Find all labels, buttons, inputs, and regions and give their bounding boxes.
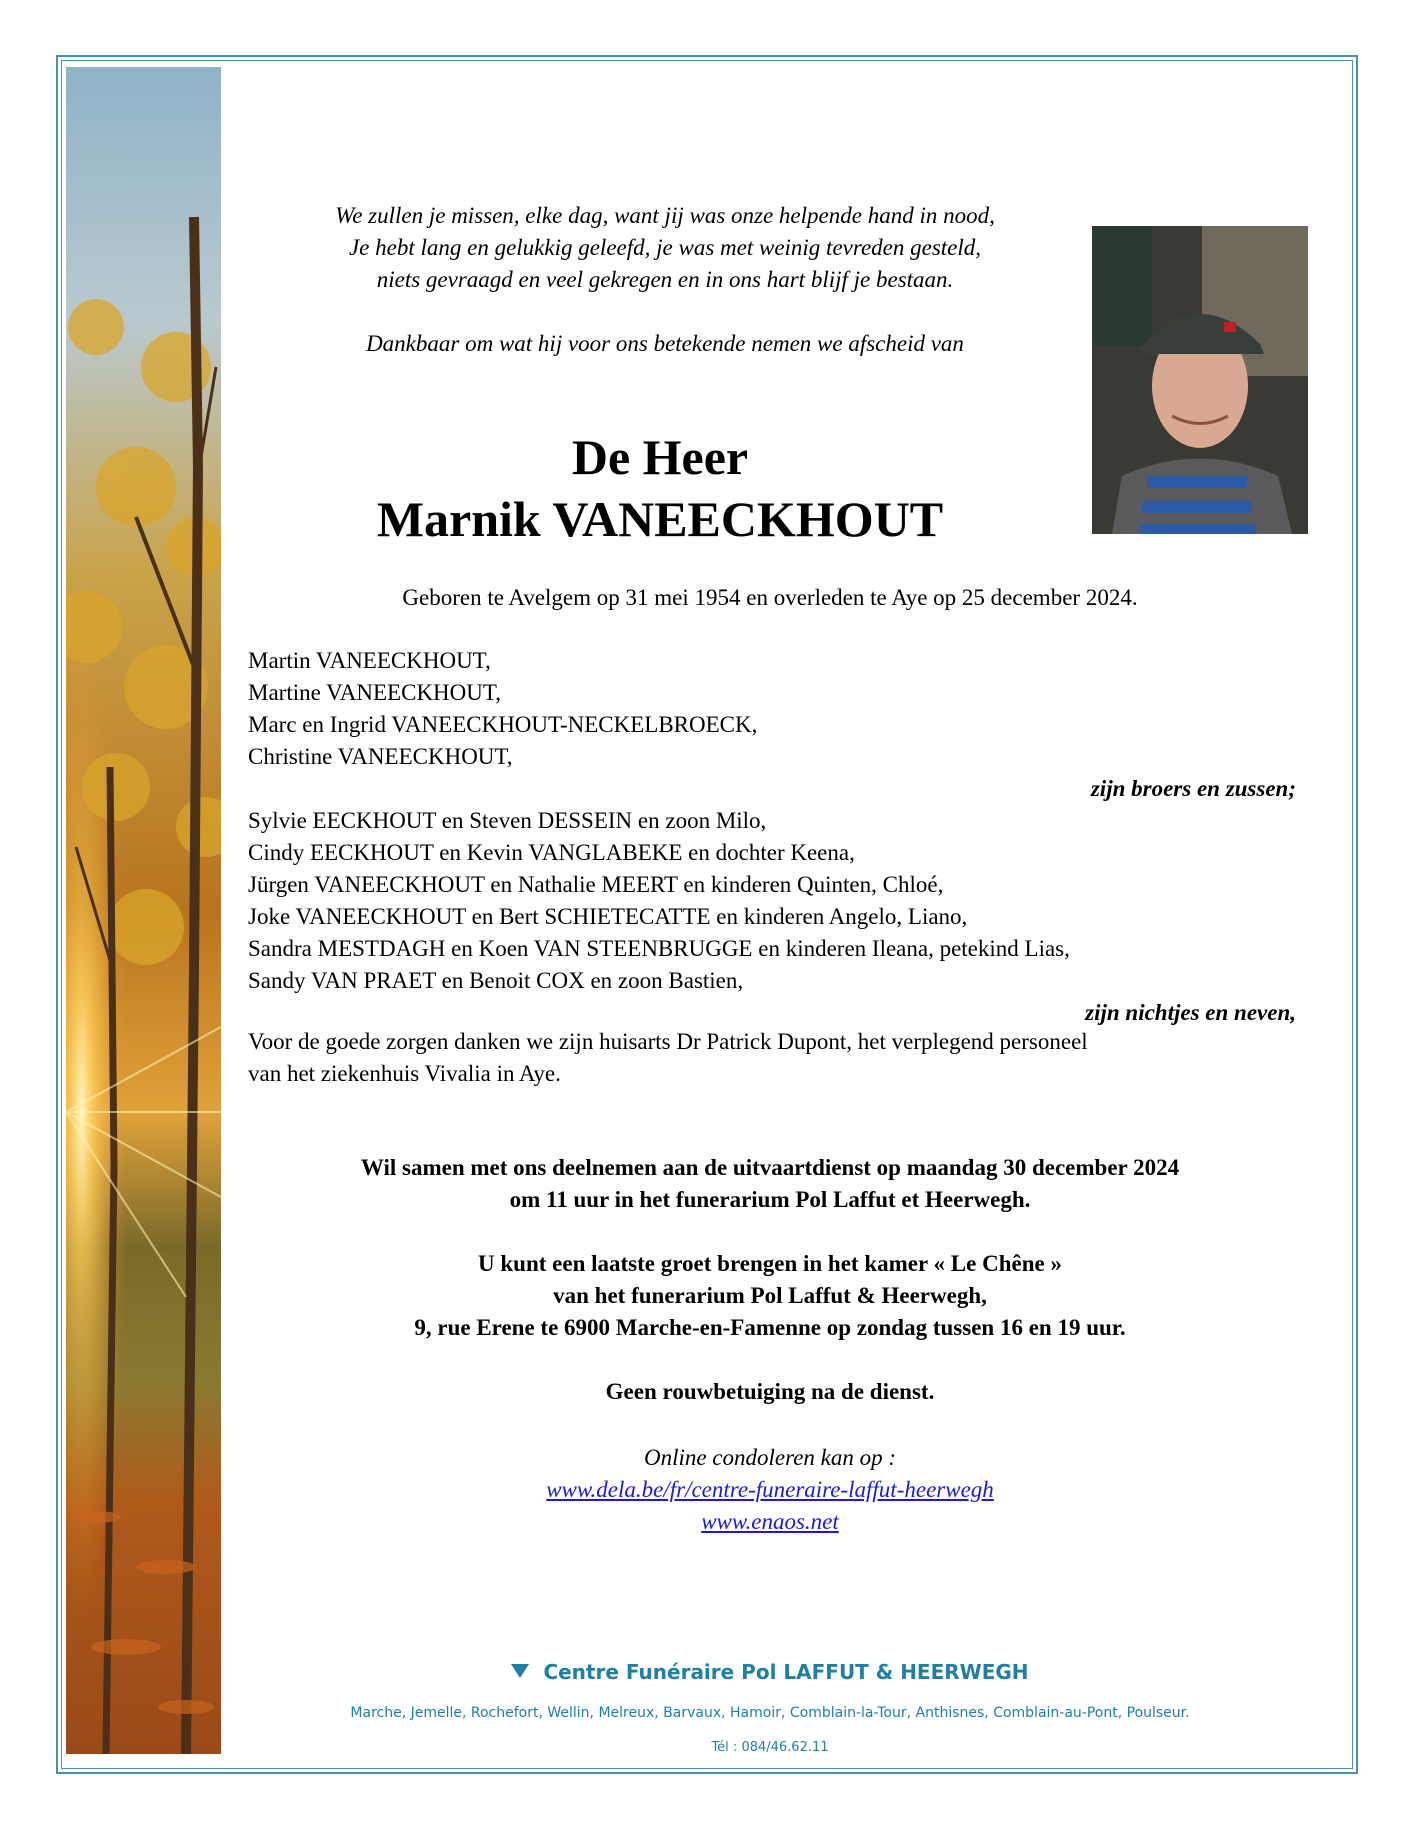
list-item: Martin VANEECKHOUT, (248, 648, 491, 673)
autumn-forest-image (66, 67, 221, 1754)
thanks-line: van het ziekenhuis Vivalia in Aye. (248, 1061, 561, 1086)
visit-info (240, 1248, 1300, 1344)
thanks-paragraph (248, 1026, 1298, 1090)
poem-line: niets gevraagd en veel gekregen en in ons hart blijf je bestaan. (376, 267, 954, 292)
intro-text: Dankbaar om wat hij voor ons betekende nemen we afscheid van (366, 331, 964, 356)
deceased-title (290, 426, 1030, 550)
condolences-lead: Online condoleren kan op : (643, 1445, 897, 1470)
poem-line: We zullen je missen, elke dag, want jij was onze helpende hand in nood, (335, 203, 995, 228)
no-condolence-note: Geen rouwbetuiging na de dienst. (605, 1379, 935, 1404)
visit-line: van het funerarium Pol Laffut & Heerwegh, (553, 1283, 987, 1308)
enaos-link[interactable]: www.enaos.net (701, 1509, 839, 1534)
triangle-down-icon (511, 1664, 529, 1678)
funeral-home-phone: Tél : 084/46.62.11 (711, 1740, 829, 1755)
list-item: Joke VANEECKHOUT en Bert SCHIETECATTE en kinderen Angelo, Liano, (248, 904, 968, 929)
list-item: Sandy VAN PRAET en Benoit COX en zoon Bastien, (248, 968, 744, 993)
list-item: Christine VANEECKHOUT, (248, 744, 513, 769)
siblings-relation: zijn broers en zussen; (1090, 776, 1296, 801)
online-condolences (240, 1442, 1300, 1538)
nieces-list (248, 805, 1070, 997)
list-item: Cindy EECKHOUT en Kevin VANGLABEKE en dochter Keena, (248, 840, 855, 865)
portrait-photo (1092, 226, 1308, 534)
dela-link[interactable]: www.dela.be/fr/centre-funeraire-laffut-heerwegh (546, 1477, 994, 1502)
list-item: Martine VANEECKHOUT, (248, 680, 501, 705)
list-item: Marc en Ingrid VANEECKHOUT-NECKELBROECK, (248, 712, 758, 737)
funeral-home-label: Centre Funéraire Pol LAFFUT & HEERWEGH (543, 1660, 1029, 1684)
visit-line: U kunt een laatste groet brengen in het kamer « Le Chêne » (478, 1251, 1062, 1276)
deceased-name: Marnik VANEECKHOUT (376, 491, 944, 547)
poem-line: Je hebt lang en gelukkig geleefd, je was met weinig tevreden gesteld, (348, 235, 982, 260)
list-item: Jürgen VANEECKHOUT en Nathalie MEERT en kinderen Quinten, Chloé, (248, 872, 944, 897)
poem (240, 200, 1090, 296)
nieces-relation: zijn nichtjes en neven, (1085, 1000, 1296, 1025)
service-line: Wil samen met ons deelnemen aan de uitvaartdienst op maandag 30 december 2024 (360, 1155, 1180, 1180)
honorific: De Heer (571, 429, 749, 485)
funeral-home-name (240, 1660, 1300, 1684)
visit-line: 9, rue Erene te 6900 Marche-en-Famenne op zondag tussen 16 en 19 uur. (414, 1315, 1126, 1340)
service-line: om 11 uur in het funerarium Pol Laffut et Heerwegh. (509, 1187, 1031, 1212)
siblings-list (248, 645, 757, 773)
funeral-home-locations: Marche, Jemelle, Rochefort, Wellin, Melreux, Barvaux, Hamoir, Comblain-la-Tour, Anthisnes, Comblain-au-Pont, Poulseur. (350, 1705, 1190, 1721)
thanks-line: Voor de goede zorgen danken we zijn huisarts Dr Patrick Dupont, het verplegend personeel (248, 1029, 1088, 1054)
service-info (240, 1152, 1300, 1216)
birth-death-line: Geboren te Avelgem op 31 mei 1954 en overleden te Aye op 25 december 2024. (402, 585, 1138, 610)
list-item: Sandra MESTDAGH en Koen VAN STEENBRUGGE en kinderen Ileana, petekind Lias, (248, 936, 1070, 961)
list-item: Sylvie EECKHOUT en Steven DESSEIN en zoon Milo, (248, 808, 767, 833)
